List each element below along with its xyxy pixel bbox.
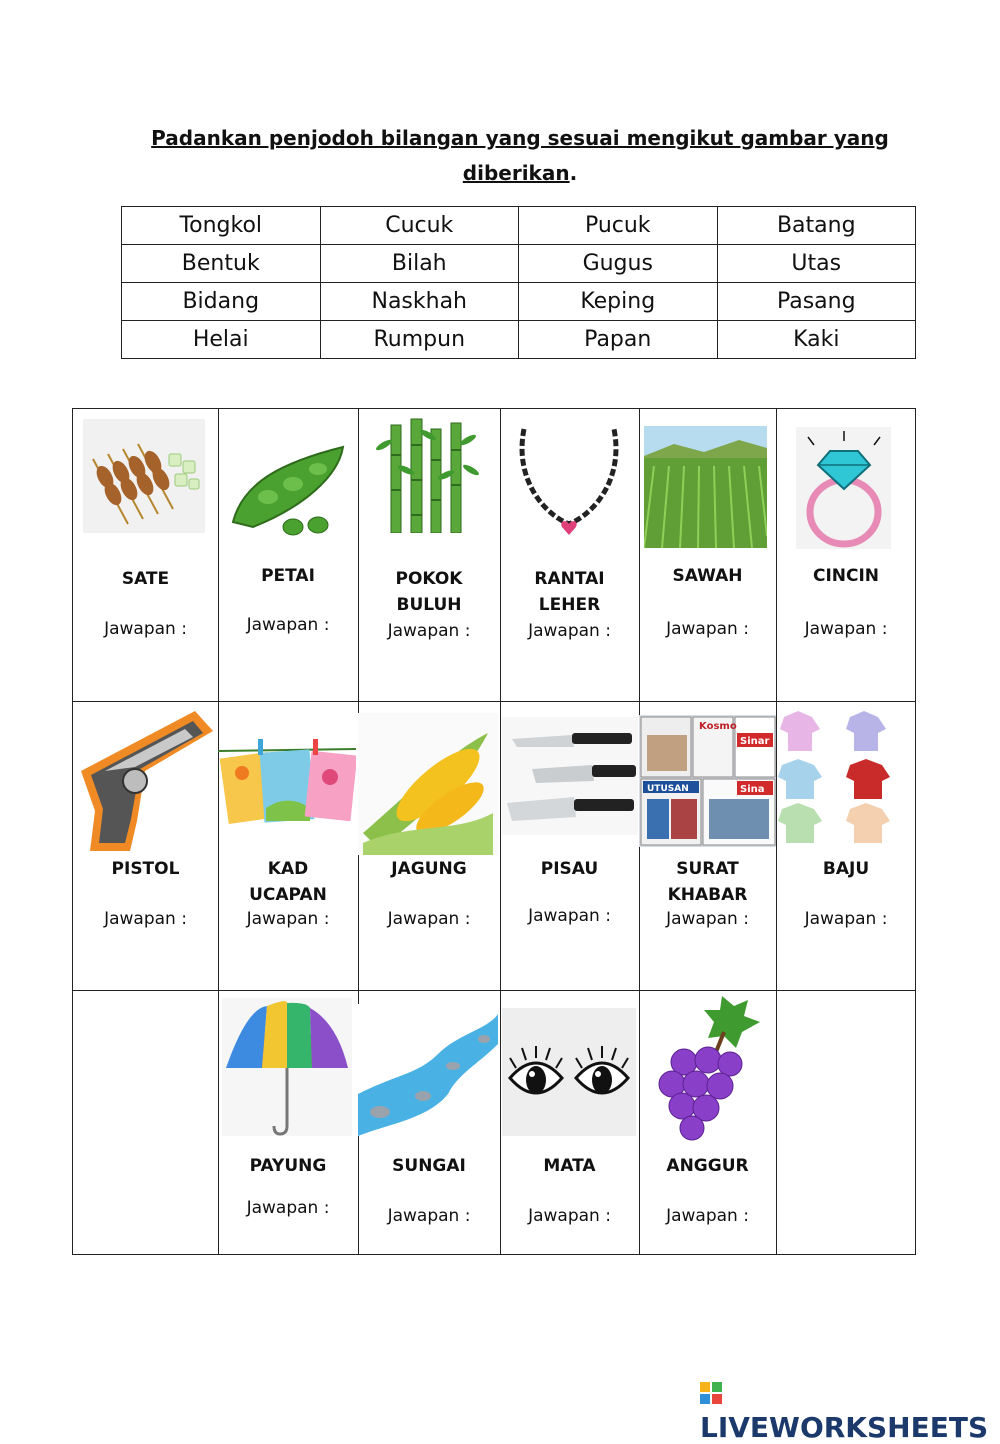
choice-word: Papan [519, 321, 718, 359]
instruction-title-line2: diberikan. [462, 161, 578, 185]
choice-word: Gugus [519, 245, 718, 283]
answer-label: Jawapan : [246, 1198, 330, 1218]
answer-label: Jawapan : [804, 909, 888, 929]
corn-image [358, 713, 498, 855]
footer-brand: LIVEWORKSHEETS [700, 1411, 989, 1444]
newspaper-image [639, 715, 776, 847]
item-label: SAWAH [672, 566, 743, 586]
choices-row [122, 283, 916, 321]
newspaper-masthead: Kosmo [699, 721, 737, 732]
item-label: SUNGAI [392, 1156, 466, 1176]
cell-empty [73, 990, 218, 1254]
cell-payung [218, 990, 358, 1254]
answer-label: Jawapan : [104, 619, 187, 639]
cell-sate [73, 409, 218, 701]
item-label-line1: POKOK [395, 569, 463, 589]
river-image [358, 1004, 498, 1136]
sate-image [83, 419, 205, 533]
item-label-line2: UCAPAN [249, 885, 327, 905]
umbrella-image [222, 998, 352, 1136]
eyes-image [502, 1008, 636, 1136]
cell-mata [500, 990, 639, 1254]
item-label-line2: LEHER [538, 595, 601, 615]
item-label: CINCIN [812, 566, 880, 586]
choice-word: Helai [122, 321, 321, 359]
choices-row [122, 321, 916, 359]
choice-word: Bentuk [122, 245, 321, 283]
answer-label: Jawapan : [387, 621, 471, 641]
cell-surat [639, 701, 776, 990]
cell-pisau [500, 701, 639, 990]
choice-word: Pucuk [519, 207, 718, 245]
cell-cincin [776, 409, 916, 701]
bamboo-image [376, 415, 482, 533]
choices-row [122, 245, 916, 283]
choice-word: Utas [717, 245, 916, 283]
cell-sungai [358, 990, 500, 1254]
choice-word: Rumpun [320, 321, 519, 359]
pistol-image [75, 701, 217, 859]
ring-image [796, 427, 891, 549]
item-label: BAJU [822, 859, 870, 879]
cell-baju [776, 701, 916, 990]
item-label: SATE [121, 569, 170, 589]
clothes-image [776, 709, 914, 851]
choice-word: Kaki [717, 321, 916, 359]
choices-row [122, 207, 916, 245]
answer-label: Jawapan : [528, 621, 611, 641]
cell-buluh [358, 409, 500, 701]
answer-label: Jawapan : [387, 909, 471, 929]
item-label: PISTOL [111, 859, 180, 879]
cell-petai [218, 409, 358, 701]
knife-image [502, 717, 638, 835]
cell-anggur [639, 990, 776, 1254]
choice-word: Bilah [320, 245, 519, 283]
choice-word: Naskhah [320, 283, 519, 321]
petai-image [223, 427, 353, 547]
newspaper-masthead: Sina [740, 784, 765, 795]
item-label: ANGGUR [666, 1156, 749, 1176]
answer-label: Jawapan : [804, 619, 888, 639]
choice-word: Keping [519, 283, 718, 321]
answer-label: Jawapan : [666, 1206, 749, 1226]
item-label-line2: BULUH [396, 595, 462, 615]
cell-pistol [73, 701, 218, 990]
answer-label: Jawapan : [666, 909, 749, 929]
greeting-card-image [218, 713, 356, 855]
choice-word: Pasang [717, 283, 916, 321]
paddy-field-image [644, 426, 767, 548]
necklace-image [514, 419, 624, 544]
cell-empty [776, 990, 916, 1254]
liveworksheets-logo-icon [700, 1382, 722, 1404]
newspaper-masthead: UTUSAN [647, 784, 689, 794]
answer-label: Jawapan : [104, 909, 187, 929]
item-label: JAGUNG [391, 859, 467, 879]
instruction-title-line1: Padankan penjodoh bilangan yang sesuai mengikut gambar yang [151, 126, 889, 150]
choice-word: Tongkol [122, 207, 321, 245]
item-label: PISAU [540, 859, 599, 879]
item-label-line1: RANTAI [534, 569, 605, 589]
choice-word: Cucuk [320, 207, 519, 245]
cell-kad [218, 701, 358, 990]
item-label: PETAI [261, 566, 315, 586]
answer-label: Jawapan : [246, 909, 330, 929]
cell-rantai [500, 409, 639, 701]
choice-word: Bidang [122, 283, 321, 321]
cell-sawah [639, 409, 776, 701]
item-label: MATA [543, 1156, 596, 1176]
item-label-line1: SURAT [676, 859, 739, 879]
answer-label: Jawapan : [387, 1206, 471, 1226]
cell-jagung [358, 701, 500, 990]
newspaper-masthead: Sinar [740, 736, 770, 747]
liveworksheets-footer [700, 1378, 1000, 1444]
item-label-line1: KAD [267, 859, 309, 879]
answer-label: Jawapan : [666, 619, 749, 639]
word-choices-table [121, 206, 916, 359]
picture-grid [72, 408, 916, 1255]
item-label-line2: KHABAR [667, 885, 748, 905]
answer-label: Jawapan : [246, 615, 330, 635]
answer-label: Jawapan : [528, 906, 611, 926]
item-label: PAYUNG [249, 1156, 327, 1176]
grapes-image [644, 992, 770, 1142]
answer-label: Jawapan : [528, 1206, 611, 1226]
choice-word: Batang [717, 207, 916, 245]
